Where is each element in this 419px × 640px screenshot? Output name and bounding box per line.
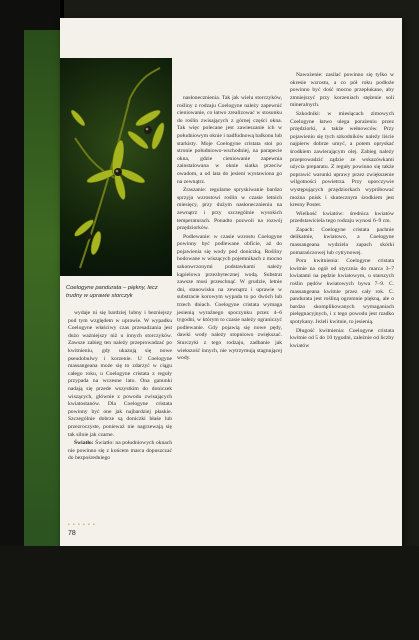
page-number: 78 xyxy=(68,530,76,537)
background-shadow xyxy=(0,546,419,640)
paragraph: Pora kwitnienia: Coelogyne cristata kwitnie na ogół od stycznia do marca 3–7 kwiatami na pędzie kwiatowym, u starszych roślin pędów kwiatowych bywa 7–9. C. massangeana kwitnie przez cały rok. C. pandurata jest rośliną ogromnie piękną, ale o bardzo skomplikowanych wymaganiach pielęgnacyjnych, i z tego powodu jest rzadko spotykany. Jeżeli kwitnie, to jesienią. xyxy=(290,258,394,325)
text-column-3 xyxy=(290,72,394,351)
paragraph: Zapach: Coelogyne cristata pachnie delikatnie, kwiatowo, a Coelogyne massangeana wydziela zapach skórki pomarańczowej lub cytrynowej. xyxy=(290,226,394,256)
book-page xyxy=(60,18,402,546)
paragraph: Nawożenie: zasilać powinno się tylko w okresie wzrostu, a co pół roku podłoże powinno być dość mocno przepłukane, aby zmniejszyć przy korzeniach stężenie soli mineralnych. xyxy=(290,72,394,109)
paragraph-text: Światło: na południowych oknach nie powinno się z końcem marca dopuszczać do bezpośredniego xyxy=(68,440,173,462)
adjacent-page-edge xyxy=(24,30,60,555)
paragraph: Długość kwitnienia: Coelogyne cristata kwitnie od 5 do 10 tygodni, zależnie od liczby kwiatów xyxy=(290,327,394,349)
decorative-dots: • • • • • • xyxy=(68,523,96,528)
paragraph: Wielkość kwiatów: średnica kwiatów przedstawiciela tego rodzaju wynosi 6–9 cm. xyxy=(290,210,394,225)
section-term: Światło: xyxy=(74,440,94,447)
paragraph xyxy=(68,440,172,463)
paragraph: nasłonecznienia. Tak jak wielu storczyków, rośliny z rodzaju Coelogyne należy zapewnić cieniowanie, co łatwo zrealizować w stosunku do roślin zwisających z górnej części okna. Tak więc polecane jest zawieszanie ich w południowym oknie i nadfudnową balkonu lub starkisty. Moje Coelogyne cristata stoi po stronie południowo-wschodniej, na parapecie okna, gdzie cieniowanie zapewnia zainstalowana w oknie siatka przeciw owadom, a od lata do jesieni wystawiona go na zewnątrz. xyxy=(177,95,282,185)
orchid-photo xyxy=(60,58,172,276)
paragraph: Szkodniki: w miesiącach zimowych Coelogyne łatwo ulega porażeniu przez przędziorki, a także wełnowców. Przy pojawieniu się tych szkodników należy liście najpierw dobrze umyć, a potem opryskać środkiem zawierającym olej. Zabieg należy przeprowadzić ządzie ze wskazówkami użycia preparatu. Z reguły powinno się także poprawić warunki uprawy przez zwiększenie wilgotności powietrza. Przy uporczywie występujących przędziorkach wypróbować można pnisk i skutecznym środkiem jest kresny Poster. xyxy=(290,110,394,209)
orchid-illustration xyxy=(60,58,172,276)
text-column-1 xyxy=(68,310,172,464)
text-column-2 xyxy=(177,95,282,364)
paragraph: wydaje ni się bardziej lubny i bezniejszy pod tym względem w uprawie. W wypadku Coelogyne właściwy czas przesadzania jest dużo ważniejszy niż u innych storczyków. Zawsze zabieg ten należy przeprowadzać po kwitnieniu, gdy ukazują się nowe pseudobulwy i korzenie. U Coelogyne massangeana może się to zdarzyć w ciągu całego roku, u Coelogyne cristata z reguły przypada na wczesne lato. Ona ganunki nadają się przede wszystkim do doniczek wiszących, głównie z powodu zwisających kwiatostanów. Dla Coelogyne cristata powinny być one jak najbardziej płaskie. Szczególnie dobrze są doniczki błaśe lub przezroczyste, ponieważ nie nagrzewają się tak silnie jak czarne. xyxy=(68,310,172,438)
paragraph: Zraszanie: regularne spryskiwanie bardzo sprzyja wzrostowi roślin w czasie letnich miesięcy, przy dużym nasłonecznieniu na zewnątrz i przy szczególnie wysokich temperaturach. Ponadto pozwoli na rozwój przędziorków. xyxy=(177,187,282,232)
paragraph: Podlewanie: w czasie wzrostu Coelogyne powinny być podlewane obficie, aż do pojawienia się wody pod doniczką. Rośliny hodowane w wiszących pojemnikach z mocno sakonwrzonymi podstawkami należy kąpielowa przezbytecznej wodą. Substrat zawsze musi przeschnąć. W grudzie, letnie dni, stanowisku na zewnątrz i uprawie w substracie korowym wypada to po dwóch lub trzech dniach. Coelogyne cristata wymaga jesienią wyraźnego spoczynku przez 4–6 tygodni, w którym to czasie należy ograniczyć podlewanie. Gdy pojawią się nowe pędy, dawki wody należy stopniowo zwiększać. Sturczyki z tego rodzaju, zadbanie jak wiekszość innych, nie wytrzymują stagnującej wody. xyxy=(177,233,282,362)
photo-caption: Coelogyne pandurata – piękny, lecz trudny w uprawie storczyk xyxy=(66,285,158,299)
